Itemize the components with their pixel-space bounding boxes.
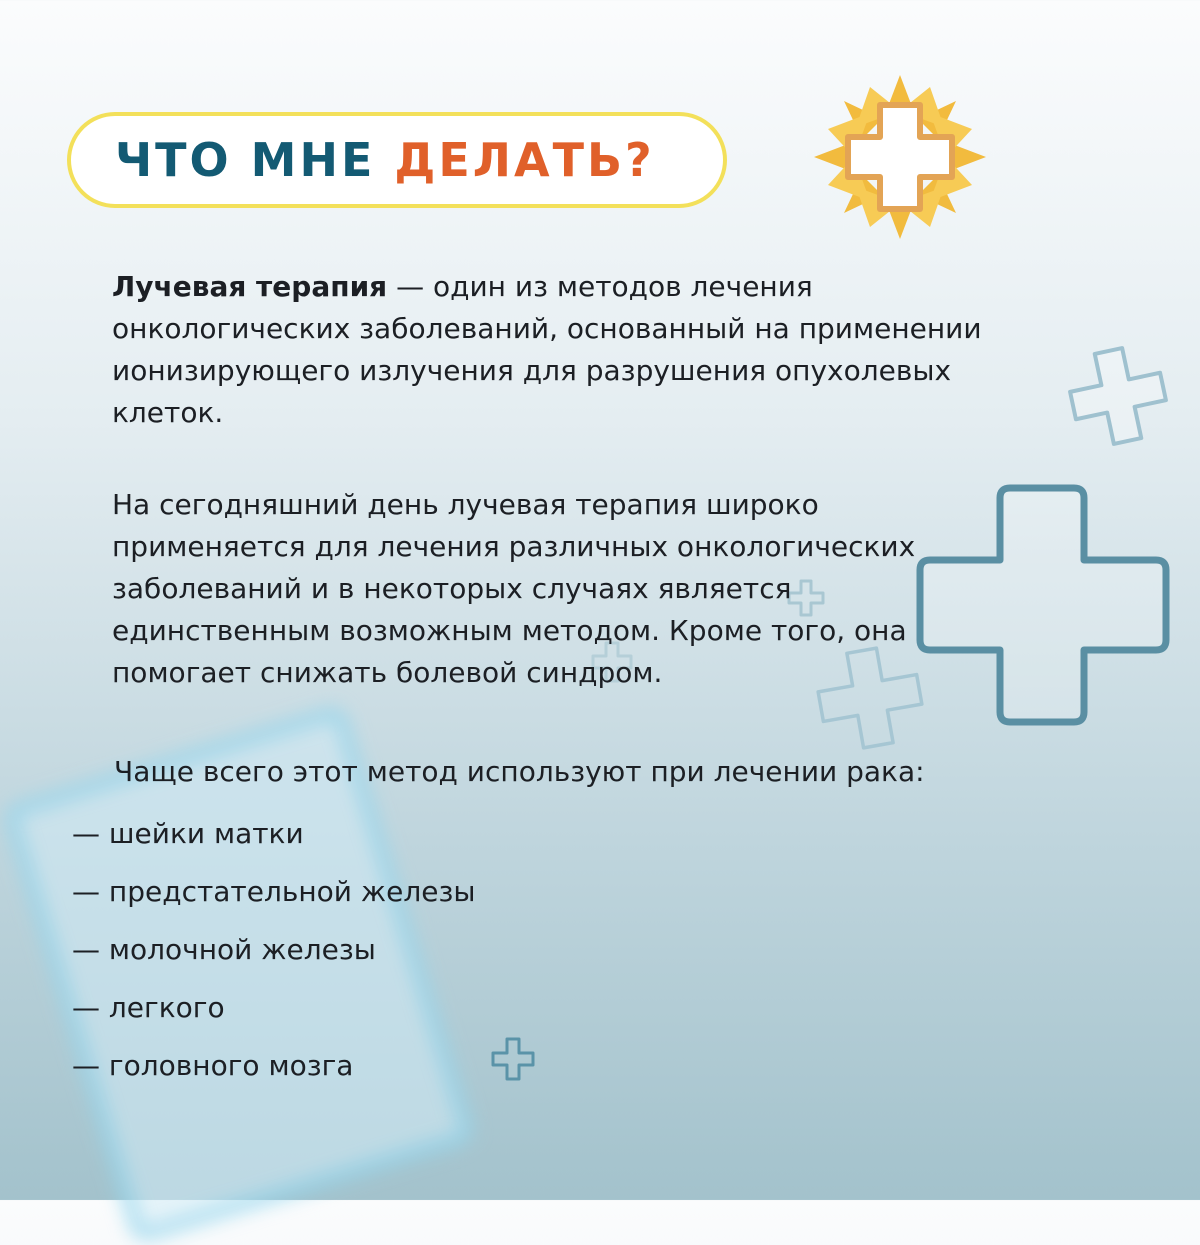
title-part-accent: ДЕЛАТЬ? [394, 133, 655, 187]
cancer-types-list [72, 814, 475, 1104]
list-item: — легкого [72, 991, 225, 1024]
intro-paragraph [112, 266, 1032, 434]
page-title [115, 133, 655, 187]
sunflower-cross-logo [812, 72, 988, 242]
list-item: — шейки матки [72, 817, 304, 850]
list-item: — головного мозга [72, 1049, 354, 1082]
intro-definition: — один из методов лечения онкологических заболеваний, основанный на применении ионизирующего излучения для разрушения опухолевых клеток. [112, 270, 982, 429]
list-item: — молочной железы [72, 933, 376, 966]
second-paragraph: На сегодняшний день лучевая терапия широко применяется для лечения различных онкологических заболеваний и в некоторых случаях является единственным возможным методом. Кроме того, она помогает снижать болевой синдром. [112, 488, 916, 689]
cross-outline-icon [1058, 340, 1178, 452]
cross-outline-icon [490, 1036, 536, 1082]
intro-term: Лучевая терапия [112, 270, 388, 303]
list-lead: Чаще всего этот метод используют при лечении рака: [114, 755, 925, 788]
title-part-dark: ЧТО МНЕ [115, 133, 376, 187]
list-item: — предстательной железы [72, 875, 476, 908]
title-pill [67, 112, 727, 208]
